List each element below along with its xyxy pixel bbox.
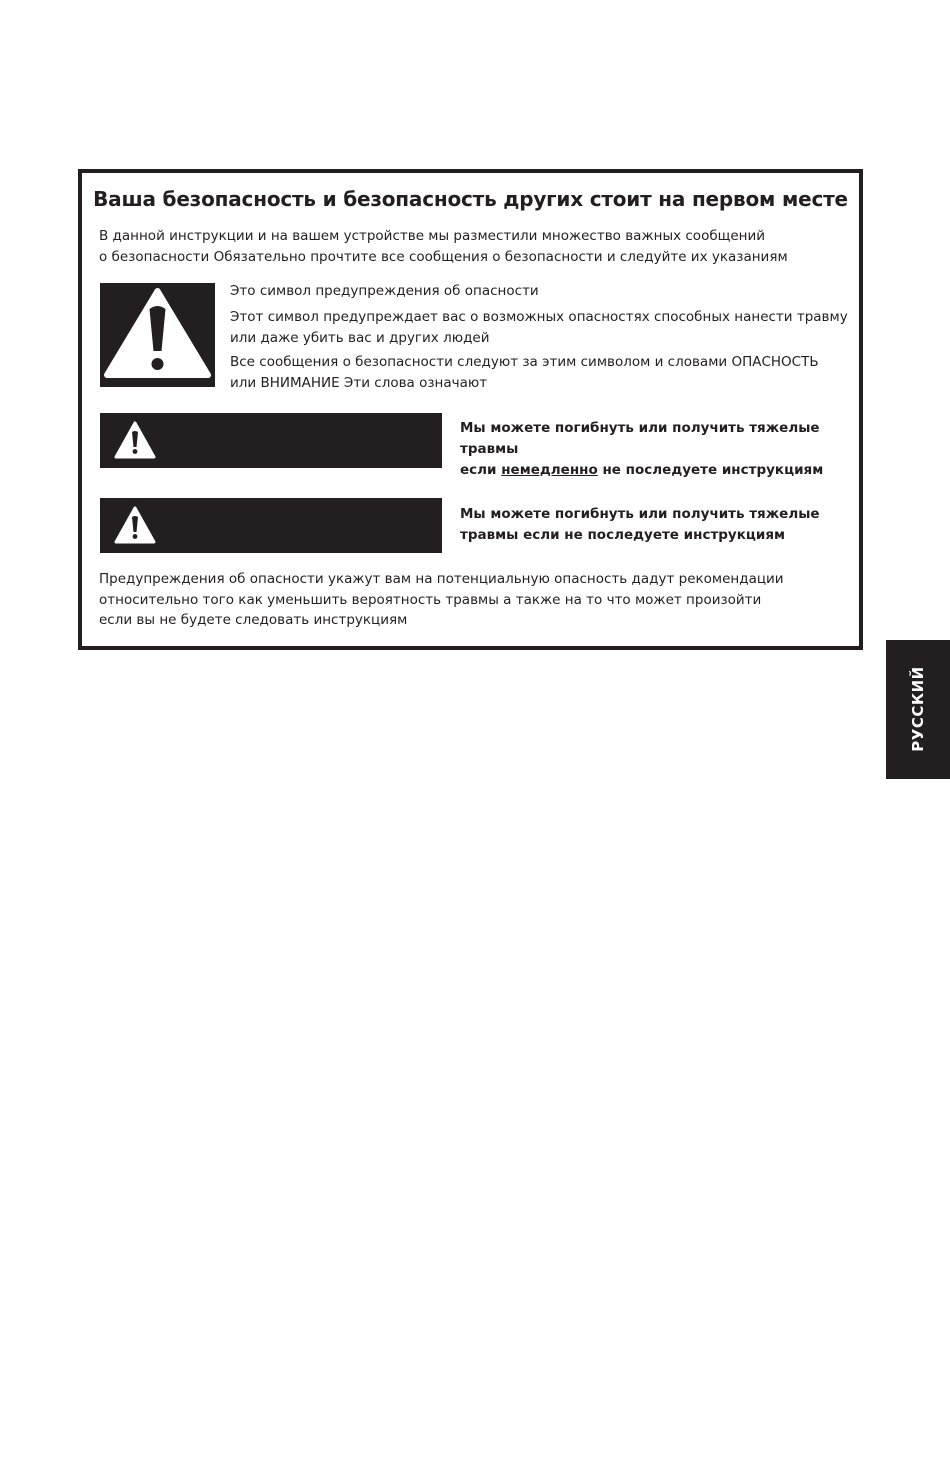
warning-triangle-icon [100, 283, 215, 387]
intro-paragraph [99, 226, 859, 267]
signal-words-intro [230, 352, 850, 393]
symbol-description-line-1: Этот символ предупреждает вас о возможных опасностях способных нанести травму [230, 309, 848, 325]
warning-line-2: травмы если не последуете инструкциям [460, 527, 786, 543]
danger-line-1: Мы можете погибнуть или получить тяжелые травмы [460, 420, 820, 457]
closing-line-3: если вы не будете следовать инструкциям [99, 612, 408, 628]
closing-line-1: Предупреждения об опасности укажут вам на потенциальную опасность дадут рекомендации [99, 571, 784, 587]
danger-description [460, 418, 860, 481]
section-title: Ваша безопасность и безопасность других стоит на первом месте [93, 187, 848, 211]
closing-line-2: относительно того как уменьшить вероятность травмы а также на то что может произойти [99, 591, 762, 608]
warning-signal-bar [100, 498, 442, 553]
safety-alert-symbol [100, 283, 215, 387]
language-tab [886, 640, 950, 779]
danger-line-2-end: не последуете инструкциям [597, 462, 824, 478]
intro-line-2: о безопасности Обязательно прочтите все сообщения о безопасности и следуйте их указаниям [99, 248, 788, 265]
danger-signal-bar [100, 413, 442, 468]
warning-description [460, 504, 860, 546]
danger-emphasis: немедленно [501, 462, 598, 478]
symbol-description [230, 307, 850, 348]
warning-line-1: Мы можете погибнуть или получить тяжелые [460, 506, 820, 522]
symbol-description-line-2: или даже убить вас и других людей [230, 329, 490, 346]
intro-line-1: В данной инструкции и на вашем устройстве мы разместили множество важных сообщений [99, 228, 766, 244]
signal-words-line-1: Все сообщения о безопасности следуют за этим символом и словами ОПАСНОСТЬ [230, 354, 819, 370]
warning-triangle-icon [113, 420, 157, 461]
safety-message-box [78, 169, 863, 650]
symbol-caption: Это символ предупреждения об опасности [230, 283, 539, 299]
signal-words-line-2: или ВНИМАНИЕ Эти слова означают [230, 374, 488, 391]
danger-line-2-start: если [460, 462, 502, 478]
closing-paragraph [99, 569, 859, 631]
warning-triangle-icon [113, 505, 157, 546]
language-label: РУССКИЙ [909, 666, 927, 752]
